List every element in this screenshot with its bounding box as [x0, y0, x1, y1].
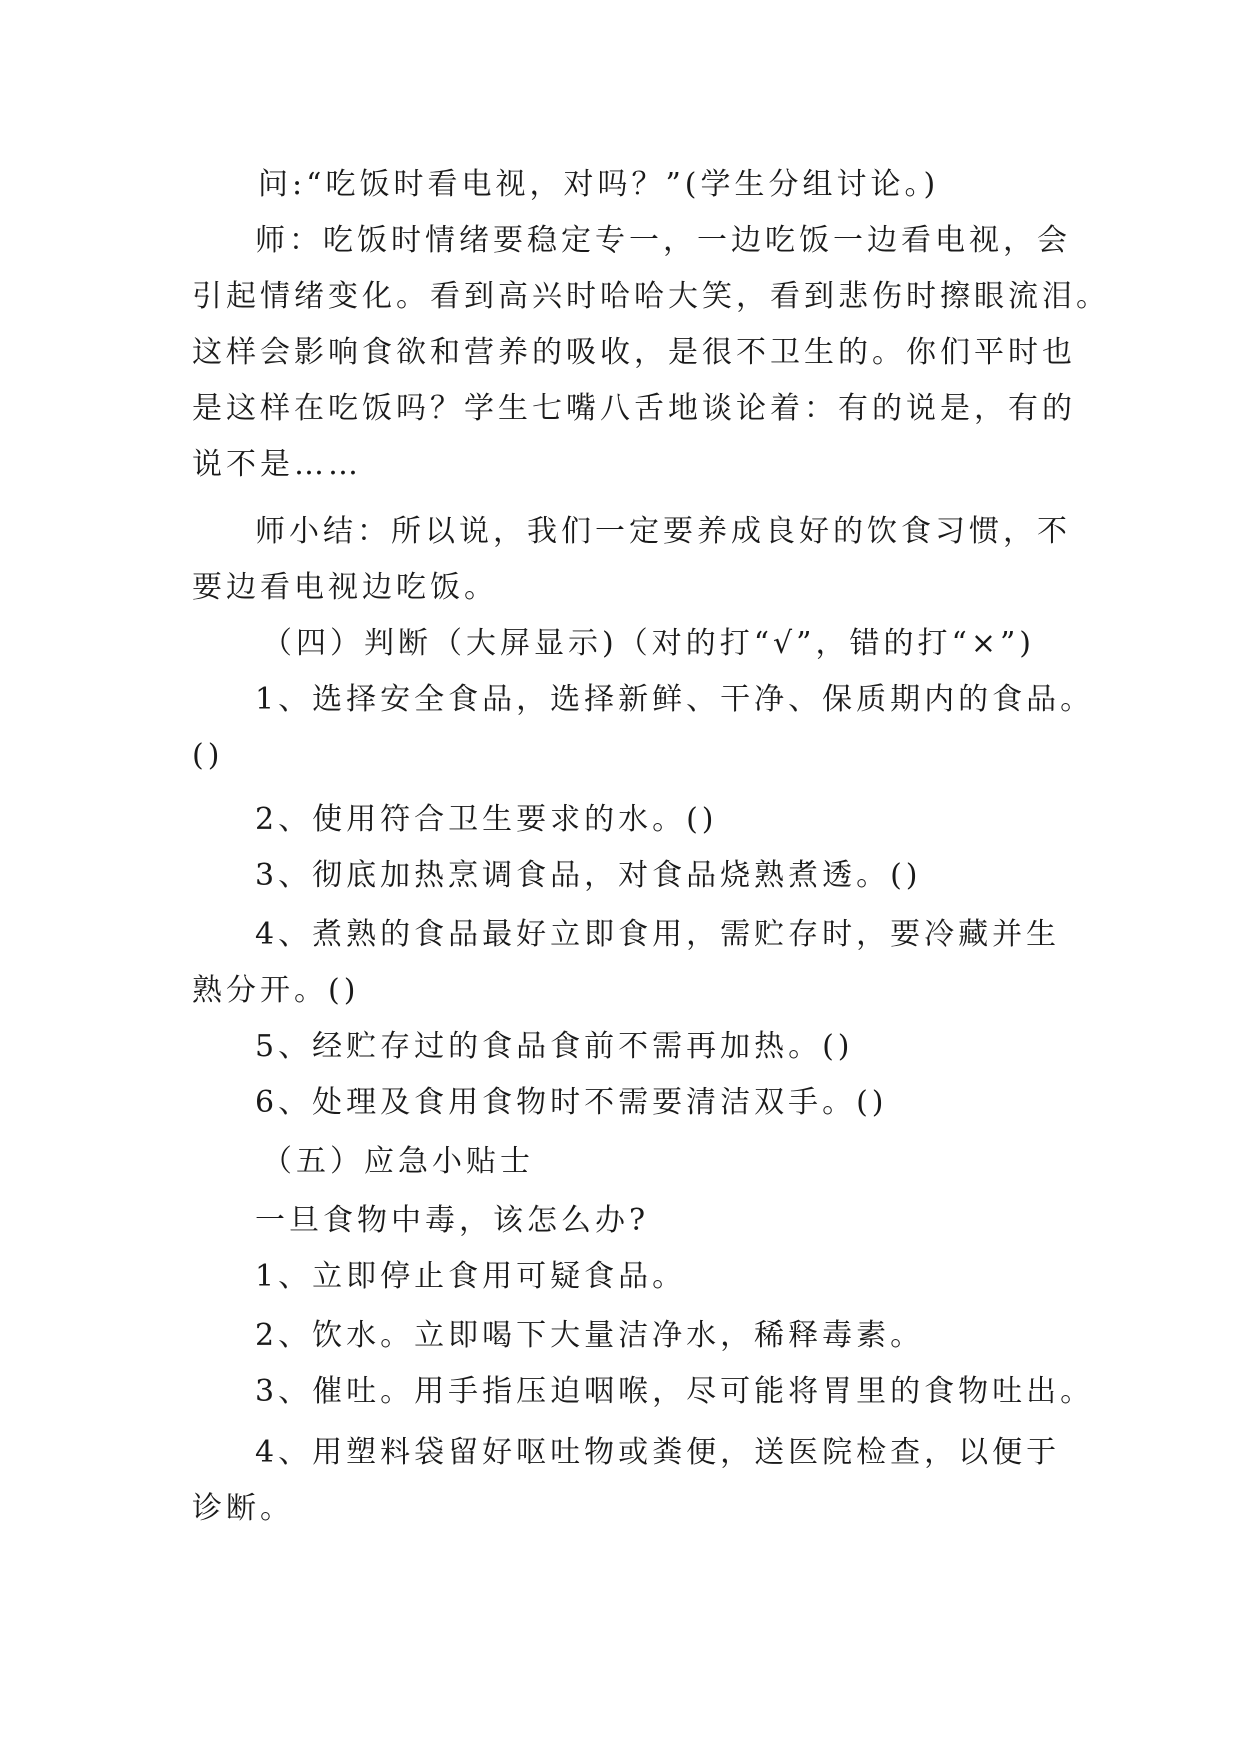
- judge-item-1: 1、选择安全食品，选择新鲜、干净、保质期内的食品。: [255, 682, 1095, 717]
- teacher-para-line-5: 说不是……: [192, 447, 362, 482]
- emergency-step-1: 1、立即停止食用可疑食品。: [255, 1259, 687, 1294]
- section-four-heading: （四）判断（大屏显示)（对的打“√”，错的打“×”): [262, 626, 1036, 661]
- judge-item-2: 2、使用符合卫生要求的水。(): [255, 802, 718, 837]
- judge-item-1-blank: (): [192, 738, 224, 773]
- question-line: 问:“吃饭时看电视，对吗？”(学生分组讨论。): [258, 167, 940, 202]
- emergency-step-4-line-1: 4、用塑料袋留好呕吐物或粪便，送医院检查，以便于: [255, 1435, 1061, 1470]
- section-five-heading: （五）应急小贴士: [262, 1144, 534, 1179]
- emergency-step-2: 2、饮水。立即喝下大量洁净水，稀释毒素。: [255, 1318, 925, 1353]
- emergency-step-4-line-2: 诊断。: [192, 1491, 294, 1526]
- summary-line-2: 要边看电视边吃饭。: [192, 570, 498, 605]
- judge-item-5: 5、经贮存过的食品食前不需再加热。(): [255, 1029, 854, 1064]
- teacher-para-line-1: 师：吃饭时情绪要稳定专一，一边吃饭一边看电视，会: [255, 223, 1071, 258]
- teacher-para-line-4: 是这样在吃饭吗？学生七嘴八舌地谈论着：有的说是，有的: [192, 391, 1076, 426]
- judge-item-4-line-2: 熟分开。(): [192, 973, 360, 1008]
- judge-item-3: 3、彻底加热烹调食品，对食品烧熟煮透。(): [255, 858, 922, 893]
- emergency-step-3: 3、催吐。用手指压迫咽喉，尽可能将胃里的食物吐出。: [255, 1374, 1095, 1409]
- teacher-para-line-2: 引起情绪变化。看到高兴时哈哈大笑，看到悲伤时擦眼流泪。: [192, 279, 1110, 314]
- teacher-para-line-3: 这样会影响食欲和营养的吸收，是很不卫生的。你们平时也: [192, 335, 1076, 370]
- summary-line-1: 师小结：所以说，我们一定要养成良好的饮食习惯，不: [255, 514, 1071, 549]
- judge-item-4-line-1: 4、煮熟的食品最好立即食用，需贮存时，要冷藏并生: [255, 917, 1061, 952]
- emergency-question: 一旦食物中毒，该怎么办?: [255, 1203, 650, 1238]
- judge-item-6: 6、处理及食用食物时不需要清洁双手。(): [255, 1085, 888, 1120]
